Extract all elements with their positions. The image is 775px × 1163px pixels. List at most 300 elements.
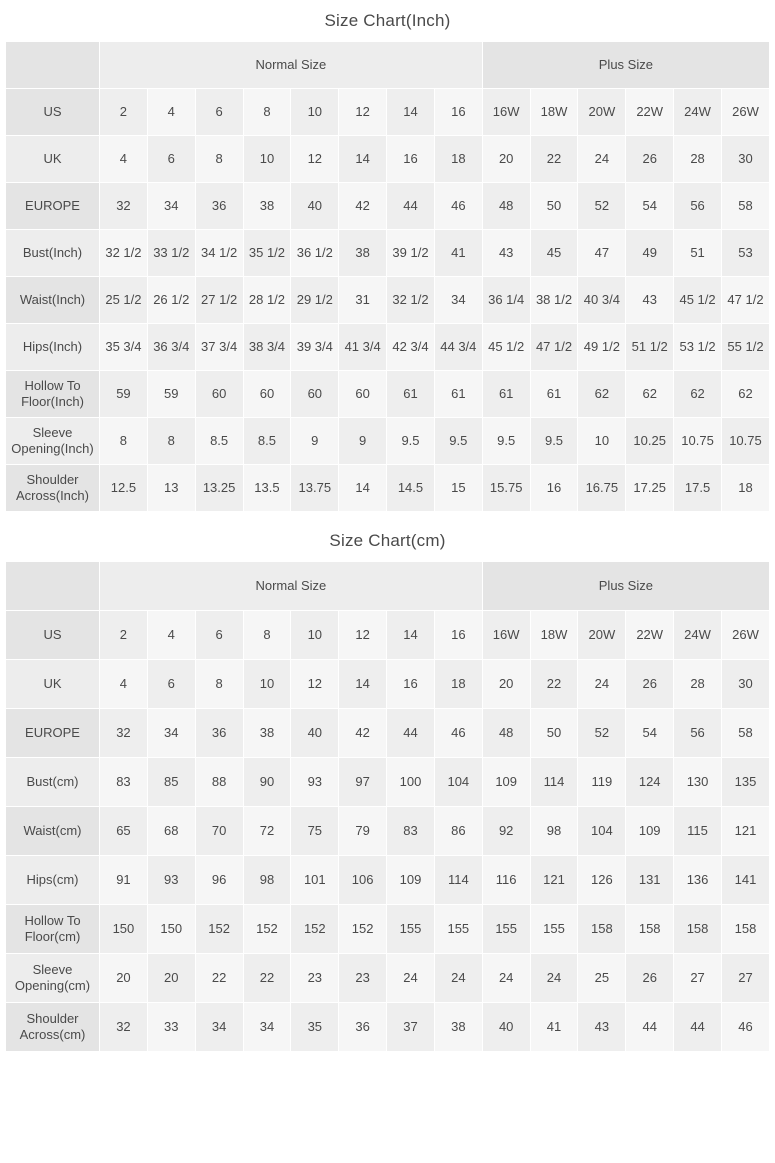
table-cell: 114 <box>434 856 482 905</box>
table-cell: 20 <box>482 136 530 183</box>
table-cell: 35 1/2 <box>243 230 291 277</box>
row-header-label: Hollow To Floor(cm) <box>6 905 100 954</box>
table-cell: 100 <box>387 758 435 807</box>
table-cell: 33 <box>147 1003 195 1052</box>
table-row <box>6 807 770 856</box>
chart-divider <box>0 512 775 520</box>
table-cell: 114 <box>530 758 578 807</box>
table-cell: 47 <box>578 230 626 277</box>
table-cell: 37 3/4 <box>195 324 243 371</box>
table-cell: 98 <box>530 807 578 856</box>
table-cell: 9 <box>339 418 387 465</box>
table-cell: 45 1/2 <box>674 277 722 324</box>
table-cell: 35 <box>291 1003 339 1052</box>
table-cell: 68 <box>147 807 195 856</box>
table-cell: 12 <box>339 89 387 136</box>
table-cell: 27 1/2 <box>195 277 243 324</box>
row-header-label: Hollow To Floor(Inch) <box>6 371 100 418</box>
table-cell: 22 <box>195 954 243 1003</box>
table-cell: 34 <box>195 1003 243 1052</box>
table-cell: 116 <box>482 856 530 905</box>
table-cell: 32 <box>100 183 148 230</box>
table-cell: 158 <box>578 905 626 954</box>
table-cell: 22W <box>626 611 674 660</box>
table-cell: 130 <box>674 758 722 807</box>
table-cell: 26 <box>626 660 674 709</box>
table-cell: 25 1/2 <box>100 277 148 324</box>
table-corner-cell <box>6 562 100 611</box>
table-cell: 34 <box>434 277 482 324</box>
table-cell: 44 <box>387 709 435 758</box>
table-cell: 62 <box>578 371 626 418</box>
table-cell: 6 <box>195 611 243 660</box>
row-header-label: Waist(Inch) <box>6 277 100 324</box>
table-cell: 61 <box>434 371 482 418</box>
table-cell: 30 <box>721 660 769 709</box>
table-cell: 8.5 <box>195 418 243 465</box>
table-cell: 32 1/2 <box>100 230 148 277</box>
row-header-label: UK <box>6 660 100 709</box>
row-header-label: EUROPE <box>6 183 100 230</box>
table-cell: 22W <box>626 89 674 136</box>
table-cell: 42 <box>339 709 387 758</box>
table-cell: 88 <box>195 758 243 807</box>
table-cell: 16 <box>387 660 435 709</box>
group-header-normal-size: Normal Size <box>100 562 483 611</box>
table-cell: 51 <box>674 230 722 277</box>
table-cell: 48 <box>482 709 530 758</box>
table-row <box>6 277 770 324</box>
table-cell: 27 <box>721 954 769 1003</box>
table-cell: 38 <box>339 230 387 277</box>
table-cell: 60 <box>243 371 291 418</box>
table-cell: 2 <box>100 611 148 660</box>
table-cell: 155 <box>482 905 530 954</box>
table-cell: 18W <box>530 611 578 660</box>
row-header-label: Shoulder Across(Inch) <box>6 465 100 512</box>
table-cell: 36 1/4 <box>482 277 530 324</box>
table-cell: 8 <box>195 136 243 183</box>
table-cell: 16W <box>482 611 530 660</box>
table-cell: 23 <box>339 954 387 1003</box>
table-cell: 34 <box>147 709 195 758</box>
table-cell: 24 <box>387 954 435 1003</box>
table-cell: 62 <box>674 371 722 418</box>
table-cell: 72 <box>243 807 291 856</box>
table-cell: 152 <box>195 905 243 954</box>
table-cell: 86 <box>434 807 482 856</box>
table-cell: 45 <box>530 230 578 277</box>
table-cell: 43 <box>626 277 674 324</box>
table-cell: 20 <box>147 954 195 1003</box>
table-cell: 10 <box>243 660 291 709</box>
table-cell: 46 <box>434 183 482 230</box>
table-cell: 24 <box>434 954 482 1003</box>
table-cell: 36 <box>339 1003 387 1052</box>
table-row <box>6 905 770 954</box>
table-row <box>6 660 770 709</box>
table-cell: 17.5 <box>674 465 722 512</box>
table-cell: 135 <box>721 758 769 807</box>
table-row <box>6 856 770 905</box>
row-header-label: UK <box>6 136 100 183</box>
table-cell: 24 <box>578 660 626 709</box>
table-cell: 10.75 <box>674 418 722 465</box>
row-header-label: Sleeve Opening(cm) <box>6 954 100 1003</box>
row-header-label: Hips(Inch) <box>6 324 100 371</box>
table-cell: 13.75 <box>291 465 339 512</box>
table-cell: 104 <box>434 758 482 807</box>
table-cell: 18 <box>721 465 769 512</box>
table-cell: 126 <box>578 856 626 905</box>
table-cell: 55 1/2 <box>721 324 769 371</box>
table-cell: 32 <box>100 709 148 758</box>
table-cell: 96 <box>195 856 243 905</box>
table-row <box>6 709 770 758</box>
table-cell: 121 <box>530 856 578 905</box>
row-header-label: Waist(cm) <box>6 807 100 856</box>
table-cell: 56 <box>674 183 722 230</box>
table-cell: 26 1/2 <box>147 277 195 324</box>
table-cell: 14 <box>339 136 387 183</box>
table-cell: 109 <box>626 807 674 856</box>
table-cell: 14 <box>339 660 387 709</box>
table-cell: 155 <box>387 905 435 954</box>
table-cell: 27 <box>674 954 722 1003</box>
table-cell: 44 <box>626 1003 674 1052</box>
table-cell: 40 3/4 <box>578 277 626 324</box>
table-cell: 18W <box>530 89 578 136</box>
table-cell: 4 <box>100 660 148 709</box>
table-cell: 90 <box>243 758 291 807</box>
table-cell: 52 <box>578 183 626 230</box>
table-row <box>6 1003 770 1052</box>
table-cell: 131 <box>626 856 674 905</box>
table-cell: 9.5 <box>482 418 530 465</box>
table-cell: 52 <box>578 709 626 758</box>
size-chart-inch-body <box>6 42 770 512</box>
table-row <box>6 183 770 230</box>
size-chart-cm-table <box>5 561 770 1052</box>
group-header-normal-size: Normal Size <box>100 42 483 89</box>
table-cell: 41 <box>530 1003 578 1052</box>
table-cell: 97 <box>339 758 387 807</box>
table-cell: 26W <box>721 89 769 136</box>
table-cell: 14 <box>387 89 435 136</box>
table-row <box>6 136 770 183</box>
table-cell: 92 <box>482 807 530 856</box>
table-cell: 35 3/4 <box>100 324 148 371</box>
table-cell: 14.5 <box>387 465 435 512</box>
table-cell: 6 <box>195 89 243 136</box>
table-cell: 10.75 <box>721 418 769 465</box>
table-cell: 62 <box>721 371 769 418</box>
table-cell: 34 <box>147 183 195 230</box>
table-cell: 16 <box>387 136 435 183</box>
table-cell: 9.5 <box>530 418 578 465</box>
group-header-row <box>6 562 770 611</box>
table-row <box>6 758 770 807</box>
table-cell: 106 <box>339 856 387 905</box>
table-cell: 9.5 <box>387 418 435 465</box>
group-header-row <box>6 42 770 89</box>
table-cell: 10 <box>243 136 291 183</box>
table-cell: 54 <box>626 709 674 758</box>
table-cell: 60 <box>339 371 387 418</box>
table-cell: 20 <box>100 954 148 1003</box>
table-cell: 53 <box>721 230 769 277</box>
table-cell: 101 <box>291 856 339 905</box>
table-cell: 56 <box>674 709 722 758</box>
table-cell: 155 <box>530 905 578 954</box>
table-cell: 4 <box>147 89 195 136</box>
table-cell: 25 <box>578 954 626 1003</box>
table-row <box>6 954 770 1003</box>
table-cell: 32 <box>100 1003 148 1052</box>
group-header-plus-size: Plus Size <box>482 562 769 611</box>
table-cell: 22 <box>530 136 578 183</box>
table-cell: 119 <box>578 758 626 807</box>
table-cell: 18 <box>434 660 482 709</box>
table-cell: 61 <box>482 371 530 418</box>
table-cell: 30 <box>721 136 769 183</box>
table-cell: 75 <box>291 807 339 856</box>
size-chart-inch-table <box>5 41 770 512</box>
table-cell: 16 <box>434 89 482 136</box>
table-cell: 54 <box>626 183 674 230</box>
table-cell: 13 <box>147 465 195 512</box>
table-cell: 65 <box>100 807 148 856</box>
table-cell: 16.75 <box>578 465 626 512</box>
table-cell: 12 <box>291 660 339 709</box>
table-cell: 38 3/4 <box>243 324 291 371</box>
table-cell: 32 1/2 <box>387 277 435 324</box>
table-cell: 40 <box>291 183 339 230</box>
table-cell: 83 <box>100 758 148 807</box>
table-row <box>6 324 770 371</box>
table-cell: 43 <box>482 230 530 277</box>
table-cell: 36 <box>195 183 243 230</box>
table-cell: 42 3/4 <box>387 324 435 371</box>
table-cell: 10 <box>291 611 339 660</box>
table-row <box>6 465 770 512</box>
table-cell: 50 <box>530 709 578 758</box>
table-cell: 2 <box>100 89 148 136</box>
table-cell: 23 <box>291 954 339 1003</box>
table-cell: 47 1/2 <box>721 277 769 324</box>
table-cell: 70 <box>195 807 243 856</box>
table-cell: 121 <box>721 807 769 856</box>
table-cell: 47 1/2 <box>530 324 578 371</box>
table-cell: 98 <box>243 856 291 905</box>
table-cell: 150 <box>147 905 195 954</box>
table-cell: 44 <box>674 1003 722 1052</box>
table-cell: 58 <box>721 183 769 230</box>
table-cell: 40 <box>291 709 339 758</box>
table-cell: 37 <box>387 1003 435 1052</box>
table-cell: 34 1/2 <box>195 230 243 277</box>
table-cell: 24 <box>530 954 578 1003</box>
table-cell: 20 <box>482 660 530 709</box>
table-cell: 46 <box>434 709 482 758</box>
table-cell: 17.25 <box>626 465 674 512</box>
table-cell: 39 3/4 <box>291 324 339 371</box>
table-cell: 20W <box>578 611 626 660</box>
table-cell: 150 <box>100 905 148 954</box>
table-cell: 16 <box>434 611 482 660</box>
table-cell: 24 <box>578 136 626 183</box>
size-chart-cm-body <box>6 562 770 1052</box>
table-cell: 43 <box>578 1003 626 1052</box>
table-cell: 24W <box>674 89 722 136</box>
table-cell: 9 <box>291 418 339 465</box>
table-cell: 6 <box>147 136 195 183</box>
table-cell: 36 3/4 <box>147 324 195 371</box>
table-cell: 33 1/2 <box>147 230 195 277</box>
table-cell: 152 <box>243 905 291 954</box>
group-header-plus-size: Plus Size <box>482 42 769 89</box>
table-cell: 20W <box>578 89 626 136</box>
table-cell: 124 <box>626 758 674 807</box>
table-cell: 158 <box>674 905 722 954</box>
table-cell: 36 <box>195 709 243 758</box>
table-cell: 13.5 <box>243 465 291 512</box>
table-cell: 49 <box>626 230 674 277</box>
table-cell: 50 <box>530 183 578 230</box>
row-header-label: US <box>6 89 100 136</box>
table-cell: 4 <box>147 611 195 660</box>
table-cell: 48 <box>482 183 530 230</box>
table-cell: 24W <box>674 611 722 660</box>
table-cell: 59 <box>100 371 148 418</box>
table-cell: 58 <box>721 709 769 758</box>
table-row <box>6 418 770 465</box>
table-cell: 109 <box>387 856 435 905</box>
table-cell: 60 <box>291 371 339 418</box>
table-cell: 28 1/2 <box>243 277 291 324</box>
table-cell: 36 1/2 <box>291 230 339 277</box>
table-cell: 14 <box>387 611 435 660</box>
table-cell: 115 <box>674 807 722 856</box>
table-cell: 10 <box>291 89 339 136</box>
table-cell: 40 <box>482 1003 530 1052</box>
table-cell: 24 <box>482 954 530 1003</box>
table-cell: 15 <box>434 465 482 512</box>
table-cell: 85 <box>147 758 195 807</box>
table-cell: 61 <box>387 371 435 418</box>
table-cell: 10.25 <box>626 418 674 465</box>
row-header-label: Hips(cm) <box>6 856 100 905</box>
table-cell: 8 <box>100 418 148 465</box>
table-cell: 79 <box>339 807 387 856</box>
table-cell: 136 <box>674 856 722 905</box>
table-cell: 158 <box>626 905 674 954</box>
table-cell: 41 3/4 <box>339 324 387 371</box>
row-header-label: Shoulder Across(cm) <box>6 1003 100 1052</box>
table-cell: 16W <box>482 89 530 136</box>
row-header-label: Bust(cm) <box>6 758 100 807</box>
table-cell: 53 1/2 <box>674 324 722 371</box>
table-cell: 6 <box>147 660 195 709</box>
table-cell: 91 <box>100 856 148 905</box>
table-cell: 15.75 <box>482 465 530 512</box>
table-cell: 28 <box>674 136 722 183</box>
row-header-label: Sleeve Opening(Inch) <box>6 418 100 465</box>
table-cell: 26 <box>626 954 674 1003</box>
table-cell: 152 <box>291 905 339 954</box>
table-cell: 12.5 <box>100 465 148 512</box>
table-cell: 12 <box>339 611 387 660</box>
table-cell: 34 <box>243 1003 291 1052</box>
page-title-cm: Size Chart(cm) <box>0 520 775 561</box>
table-cell: 42 <box>339 183 387 230</box>
table-row <box>6 611 770 660</box>
table-cell: 13.25 <box>195 465 243 512</box>
table-cell: 18 <box>434 136 482 183</box>
table-cell: 93 <box>291 758 339 807</box>
table-cell: 152 <box>339 905 387 954</box>
table-cell: 28 <box>674 660 722 709</box>
table-cell: 14 <box>339 465 387 512</box>
table-cell: 8 <box>147 418 195 465</box>
table-cell: 4 <box>100 136 148 183</box>
page-title-inch: Size Chart(Inch) <box>0 0 775 41</box>
table-row <box>6 230 770 277</box>
table-cell: 59 <box>147 371 195 418</box>
table-cell: 22 <box>243 954 291 1003</box>
table-corner-cell <box>6 42 100 89</box>
row-header-label: Bust(Inch) <box>6 230 100 277</box>
table-cell: 39 1/2 <box>387 230 435 277</box>
table-cell: 93 <box>147 856 195 905</box>
row-header-label: EUROPE <box>6 709 100 758</box>
table-cell: 12 <box>291 136 339 183</box>
table-cell: 61 <box>530 371 578 418</box>
table-cell: 104 <box>578 807 626 856</box>
table-cell: 31 <box>339 277 387 324</box>
table-cell: 16 <box>530 465 578 512</box>
table-cell: 8 <box>243 611 291 660</box>
table-cell: 9.5 <box>434 418 482 465</box>
table-row <box>6 371 770 418</box>
table-row <box>6 89 770 136</box>
table-cell: 8.5 <box>243 418 291 465</box>
table-cell: 26W <box>721 611 769 660</box>
table-cell: 83 <box>387 807 435 856</box>
table-cell: 8 <box>195 660 243 709</box>
table-cell: 51 1/2 <box>626 324 674 371</box>
table-cell: 45 1/2 <box>482 324 530 371</box>
table-cell: 44 <box>387 183 435 230</box>
table-cell: 158 <box>721 905 769 954</box>
table-cell: 29 1/2 <box>291 277 339 324</box>
table-cell: 8 <box>243 89 291 136</box>
table-cell: 38 <box>243 709 291 758</box>
table-cell: 141 <box>721 856 769 905</box>
table-cell: 38 <box>243 183 291 230</box>
table-cell: 22 <box>530 660 578 709</box>
table-cell: 38 <box>434 1003 482 1052</box>
table-cell: 62 <box>626 371 674 418</box>
table-cell: 155 <box>434 905 482 954</box>
table-cell: 49 1/2 <box>578 324 626 371</box>
table-cell: 44 3/4 <box>434 324 482 371</box>
table-cell: 38 1/2 <box>530 277 578 324</box>
table-cell: 10 <box>578 418 626 465</box>
table-cell: 60 <box>195 371 243 418</box>
table-cell: 41 <box>434 230 482 277</box>
table-cell: 46 <box>721 1003 769 1052</box>
